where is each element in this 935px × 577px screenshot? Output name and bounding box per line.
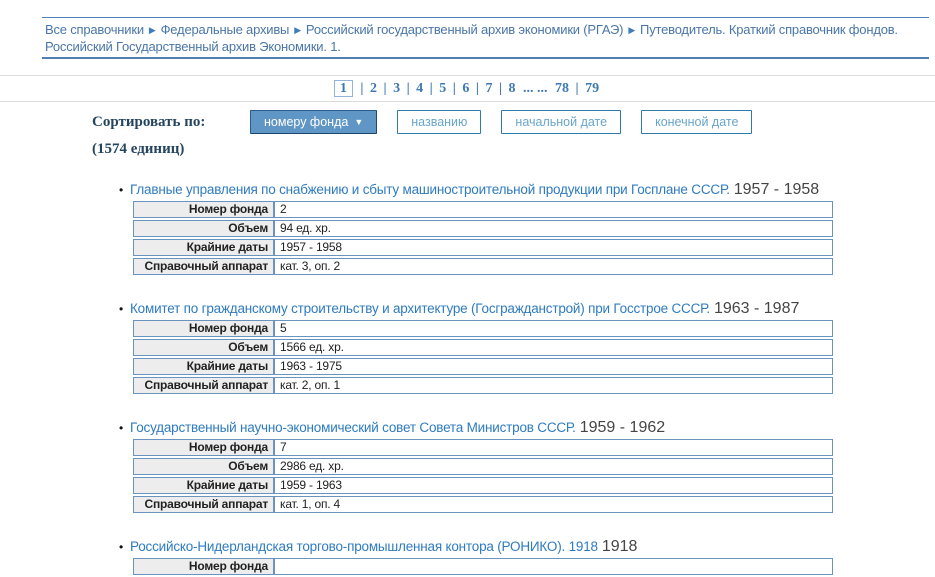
fond-title-line	[119, 538, 935, 556]
fond-title-link[interactable]: Российско-Нидерландская торгово-промышленная контора (РОНИКО). 1918	[130, 539, 598, 554]
fund-number-value: 2	[274, 201, 833, 218]
row-label-dates: Крайние даты	[133, 239, 274, 256]
sort-button-name[interactable]: названию	[397, 110, 481, 134]
fond-list	[119, 181, 935, 577]
dates-value: 1957 - 1958	[274, 239, 833, 256]
volume-value: 2986 ед. хр.	[274, 458, 833, 475]
page-current: 1	[334, 80, 353, 97]
page-link-7[interactable]: 7	[485, 81, 493, 96]
page-link-78[interactable]: 78	[555, 81, 570, 96]
table-row	[133, 558, 833, 575]
fond-title-line	[119, 181, 935, 199]
fond-date-range: 1918	[601, 538, 638, 555]
pagination-bar	[0, 75, 935, 102]
row-label-fund-number: Номер фонда	[133, 320, 274, 337]
bullet-icon: •	[119, 302, 124, 316]
row-label-reference: Справочный аппарат	[133, 496, 274, 513]
reference-value: кат. 1, оп. 4	[274, 496, 833, 513]
page-separator: |	[575, 81, 579, 96]
page-separator: |	[360, 81, 364, 96]
table-row	[133, 220, 833, 237]
row-label-reference: Справочный аппарат	[133, 258, 274, 275]
fond-table	[133, 437, 833, 515]
table-row	[133, 477, 833, 494]
sort-button-end-date[interactable]: конечной дате	[641, 110, 752, 134]
breadcrumb-link-guide[interactable]: Путеводитель. Краткий справочник фондов. Российский Государственный архив Экономики. 1.	[45, 22, 898, 54]
page-separator: |	[383, 81, 387, 96]
table-row	[133, 458, 833, 475]
sort-button-fund-number[interactable]	[250, 110, 377, 134]
row-label-dates: Крайние даты	[133, 358, 274, 375]
page-separator: |	[498, 81, 503, 96]
row-label-volume: Объем	[133, 220, 274, 237]
breadcrumb-arrow-icon: ▶	[628, 25, 636, 35]
breadcrumb-arrow-icon: ▶	[148, 25, 156, 35]
fond-date-range: 1963 - 1987	[713, 300, 800, 317]
page-link-6[interactable]: 6	[462, 81, 470, 96]
sort-button-label: номеру фонда	[264, 115, 349, 129]
reference-value: кат. 2, оп. 1	[274, 377, 833, 394]
fond-date-range: 1957 - 1958	[733, 181, 820, 198]
table-row	[133, 201, 833, 218]
volume-value: 1566 ед. хр.	[274, 339, 833, 356]
fond-title-link[interactable]: Комитет по гражданскому строительству и архитектуре (Госгражданстрой) при Госстрое СССР.	[130, 301, 710, 316]
table-row	[133, 358, 833, 375]
page-separator: |	[475, 81, 479, 96]
fond-title-link[interactable]: Государственный научно-экономический совет Совета Министров СССР.	[130, 420, 576, 435]
list-item	[119, 419, 935, 515]
sort-controls	[92, 110, 935, 134]
bullet-icon: •	[119, 540, 124, 554]
row-label-fund-number: Номер фонда	[133, 558, 274, 575]
reference-value: кат. 3, оп. 2	[274, 258, 833, 275]
page-ellipsis: ... ...	[523, 81, 548, 96]
dates-value: 1963 - 1975	[274, 358, 833, 375]
row-label-volume: Объем	[133, 458, 274, 475]
table-row	[133, 496, 833, 513]
fond-title-line	[119, 419, 935, 437]
table-row	[133, 339, 833, 356]
page-link-4[interactable]: 4	[416, 81, 424, 96]
bullet-icon: •	[119, 183, 124, 197]
list-item	[119, 181, 935, 277]
row-label-reference: Справочный аппарат	[133, 377, 274, 394]
table-row	[133, 439, 833, 456]
fund-number-value	[274, 558, 833, 575]
row-label-volume: Объем	[133, 339, 274, 356]
page-link-2[interactable]: 2	[369, 81, 377, 96]
row-label-fund-number: Номер фонда	[133, 439, 274, 456]
fund-number-value: 5	[274, 320, 833, 337]
table-row	[133, 377, 833, 394]
results-count: (1574 единиц)	[92, 141, 185, 157]
row-label-fund-number: Номер фонда	[133, 201, 274, 218]
fond-table	[133, 199, 833, 277]
page-separator: |	[429, 81, 433, 96]
fond-table	[133, 318, 833, 396]
row-label-dates: Крайние даты	[133, 477, 274, 494]
chevron-down-icon: ▼	[354, 117, 364, 127]
volume-value: 94 ед. хр.	[274, 220, 833, 237]
table-row	[133, 320, 833, 337]
page-link-3[interactable]: 3	[393, 81, 401, 96]
list-item	[119, 300, 935, 396]
sort-button-start-date[interactable]: начальной дате	[501, 110, 621, 134]
breadcrumb	[42, 17, 929, 59]
fond-table	[133, 556, 833, 577]
table-row	[133, 239, 833, 256]
table-row	[133, 258, 833, 275]
fond-title-link[interactable]: Главные управления по снабжению и сбыту машиностроительной продукции при Госплане СССР.	[130, 182, 730, 197]
fond-date-range: 1959 - 1962	[579, 419, 666, 436]
breadcrumb-link-rgae[interactable]: Российский государственный архив экономики (РГАЭ)	[305, 22, 624, 37]
fond-title-line	[119, 300, 935, 318]
sort-label: Сортировать по:	[92, 114, 206, 130]
fund-number-value: 7	[274, 439, 833, 456]
page-separator: |	[406, 81, 410, 96]
page-link-8[interactable]: 8	[508, 81, 516, 96]
page-link-79[interactable]: 79	[585, 81, 600, 96]
dates-value: 1959 - 1963	[274, 477, 833, 494]
page-separator: |	[452, 81, 456, 96]
page-link-5[interactable]: 5	[439, 81, 447, 96]
bullet-icon: •	[119, 421, 124, 435]
breadcrumb-link-federal-archives[interactable]: Федеральные архивы	[160, 22, 290, 37]
breadcrumb-link-all-guides[interactable]: Все справочники	[45, 22, 144, 37]
breadcrumb-arrow-icon: ▶	[294, 25, 301, 35]
list-item	[119, 538, 935, 577]
